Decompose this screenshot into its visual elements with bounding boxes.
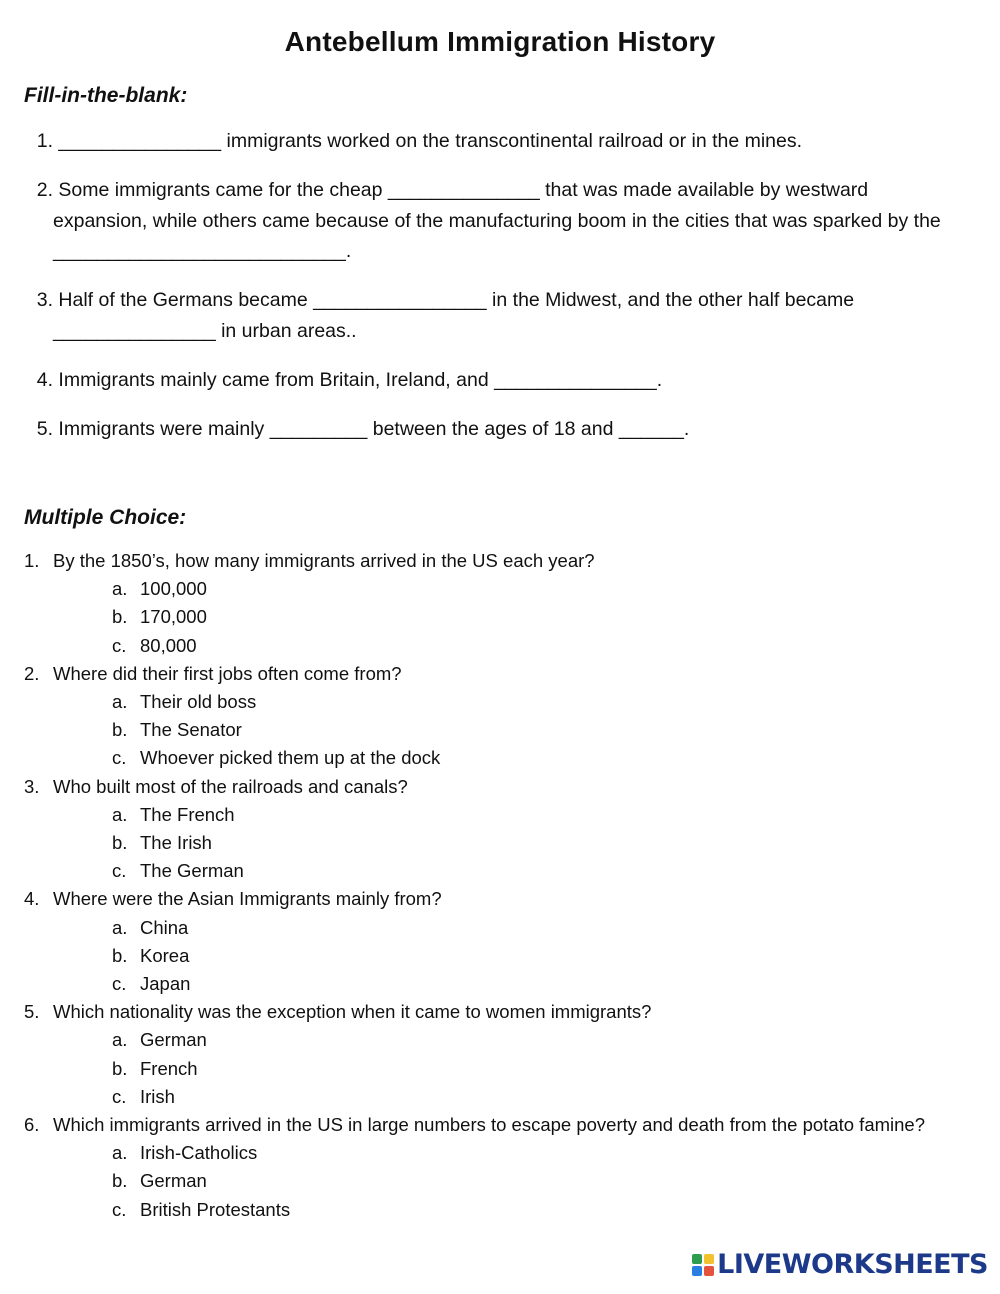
logo-tile bbox=[692, 1266, 702, 1276]
mc-option[interactable] bbox=[24, 1167, 964, 1195]
mc-question bbox=[24, 660, 964, 688]
mc-option-text: The French bbox=[140, 803, 235, 825]
mc-option-letter: c. bbox=[112, 973, 127, 995]
mc-option-text: French bbox=[140, 1057, 198, 1079]
mc-question-text: Where were the Asian Immigrants mainly from? bbox=[53, 888, 442, 910]
multiple-choice-heading: Multiple Choice: bbox=[24, 506, 187, 529]
mc-option-text: 100,000 bbox=[140, 578, 207, 600]
fib-item-text: Immigrants mainly came from Britain, Ireland, and _______________. bbox=[53, 368, 663, 391]
fib-item-number: 2. bbox=[36, 179, 53, 201]
mc-option-text: Japan bbox=[140, 973, 191, 995]
mc-option-letter: b. bbox=[112, 719, 128, 741]
fib-item bbox=[24, 365, 964, 396]
mc-option-letter: c. bbox=[112, 634, 127, 656]
mc-option-text: 170,000 bbox=[140, 606, 207, 628]
mc-option[interactable] bbox=[24, 970, 964, 998]
mc-question-text: By the 1850’s, how many immigrants arrived in the US each year? bbox=[53, 550, 595, 571]
fill-in-the-blank-list bbox=[24, 126, 964, 463]
fib-item bbox=[24, 175, 964, 267]
fib-item-number: 5. bbox=[36, 417, 53, 440]
mc-option-letter: b. bbox=[112, 944, 128, 966]
mc-option[interactable] bbox=[24, 1055, 964, 1083]
mc-question-number: 5. bbox=[24, 1001, 40, 1023]
mc-option-letter: b. bbox=[112, 1170, 128, 1192]
mc-option-letter: b. bbox=[112, 606, 128, 628]
mc-option[interactable] bbox=[24, 829, 964, 857]
mc-question bbox=[24, 773, 964, 801]
multiple-choice-list bbox=[24, 547, 964, 1224]
mc-option-letter: a. bbox=[112, 691, 128, 713]
logo-tile bbox=[704, 1254, 714, 1264]
brand-name: LIVEWORKSHEETS bbox=[717, 1249, 988, 1280]
mc-question bbox=[24, 547, 964, 575]
mc-option-text: Irish-Catholics bbox=[140, 1142, 258, 1164]
fib-item bbox=[24, 126, 964, 157]
mc-option[interactable] bbox=[24, 914, 964, 942]
mc-option-text: The German bbox=[140, 860, 244, 882]
page-title: Antebellum Immigration History bbox=[284, 26, 716, 57]
mc-question-number: 1. bbox=[24, 550, 40, 571]
mc-option[interactable] bbox=[24, 942, 964, 970]
mc-option[interactable] bbox=[24, 1083, 964, 1111]
fib-item bbox=[24, 414, 964, 445]
mc-option-letter: c. bbox=[112, 860, 127, 882]
mc-option-letter: c. bbox=[112, 1085, 127, 1107]
mc-option-letter: a. bbox=[112, 578, 128, 600]
mc-option[interactable] bbox=[24, 744, 964, 772]
fib-item-number: 3. bbox=[36, 289, 53, 311]
fib-item-text: Immigrants were mainly _________ between the ages of 18 and ______. bbox=[53, 417, 690, 440]
mc-option-text: British Protestants bbox=[140, 1198, 291, 1220]
mc-option[interactable] bbox=[24, 688, 964, 716]
liveworksheets-brand bbox=[692, 1249, 988, 1280]
mc-question-text: Who built most of the railroads and canals? bbox=[53, 775, 408, 797]
mc-option-letter: b. bbox=[112, 832, 128, 854]
fib-item-number: 1. bbox=[36, 130, 53, 152]
mc-question bbox=[24, 998, 964, 1026]
mc-option-text: Their old boss bbox=[140, 691, 257, 713]
mc-option[interactable] bbox=[24, 632, 964, 660]
mc-option-text: German bbox=[140, 1029, 207, 1051]
mc-option[interactable] bbox=[24, 857, 964, 885]
mc-option-text: The Irish bbox=[140, 832, 212, 854]
mc-question-text: Which nationality was the exception when it came to women immigrants? bbox=[53, 1001, 652, 1023]
mc-question-number: 4. bbox=[24, 888, 40, 910]
fib-item-text: Half of the Germans became ________________ in the Midwest, and the other half became _______________ in urban areas.. bbox=[53, 289, 860, 342]
fib-item-number: 4. bbox=[36, 368, 53, 391]
mc-option-text: Irish bbox=[140, 1085, 175, 1107]
mc-question bbox=[24, 885, 964, 913]
mc-option-letter: a. bbox=[112, 803, 128, 825]
fib-item-text: _______________ immigrants worked on the transcontinental railroad or in the mines. bbox=[53, 130, 803, 152]
mc-question-number: 2. bbox=[24, 662, 40, 684]
mc-question bbox=[24, 1111, 964, 1139]
mc-option-text: Whoever picked them up at the dock bbox=[140, 747, 441, 769]
logo-tile bbox=[704, 1266, 714, 1276]
mc-question-number: 3. bbox=[24, 775, 40, 797]
mc-option[interactable] bbox=[24, 575, 964, 603]
fib-item bbox=[24, 285, 964, 346]
mc-option-letter: a. bbox=[112, 1029, 128, 1051]
mc-option[interactable] bbox=[24, 716, 964, 744]
mc-option[interactable] bbox=[24, 1196, 964, 1224]
mc-option-text: The Senator bbox=[140, 719, 242, 741]
mc-question-text: Which immigrants arrived in the US in large numbers to escape poverty and death from the potato famine? bbox=[53, 1114, 925, 1136]
mc-option-text: Korea bbox=[140, 944, 190, 966]
logo-tile bbox=[692, 1254, 702, 1264]
mc-question-text: Where did their first jobs often come from? bbox=[53, 662, 402, 684]
mc-option-letter: a. bbox=[112, 1142, 128, 1164]
fib-item-text: Some immigrants came for the cheap ______________ that was made available by westward expansion, while others came because of the manufacturing boom in the cities that was sparked by the ___________________________. bbox=[53, 179, 947, 262]
mc-option-letter: c. bbox=[112, 1198, 127, 1220]
mc-option-letter: a. bbox=[112, 916, 128, 938]
mc-option-text: China bbox=[140, 916, 189, 938]
mc-option-letter: c. bbox=[112, 747, 127, 769]
mc-option-text: 80,000 bbox=[140, 634, 197, 656]
mc-option-letter: b. bbox=[112, 1057, 128, 1079]
mc-option[interactable] bbox=[24, 603, 964, 631]
mc-option[interactable] bbox=[24, 801, 964, 829]
mc-question-number: 6. bbox=[24, 1114, 40, 1136]
mc-option[interactable] bbox=[24, 1139, 964, 1167]
liveworksheets-logo-icon bbox=[692, 1254, 714, 1276]
mc-option-text: German bbox=[140, 1170, 207, 1192]
fill-in-the-blank-heading: Fill-in-the-blank: bbox=[24, 84, 188, 107]
mc-option[interactable] bbox=[24, 1026, 964, 1054]
